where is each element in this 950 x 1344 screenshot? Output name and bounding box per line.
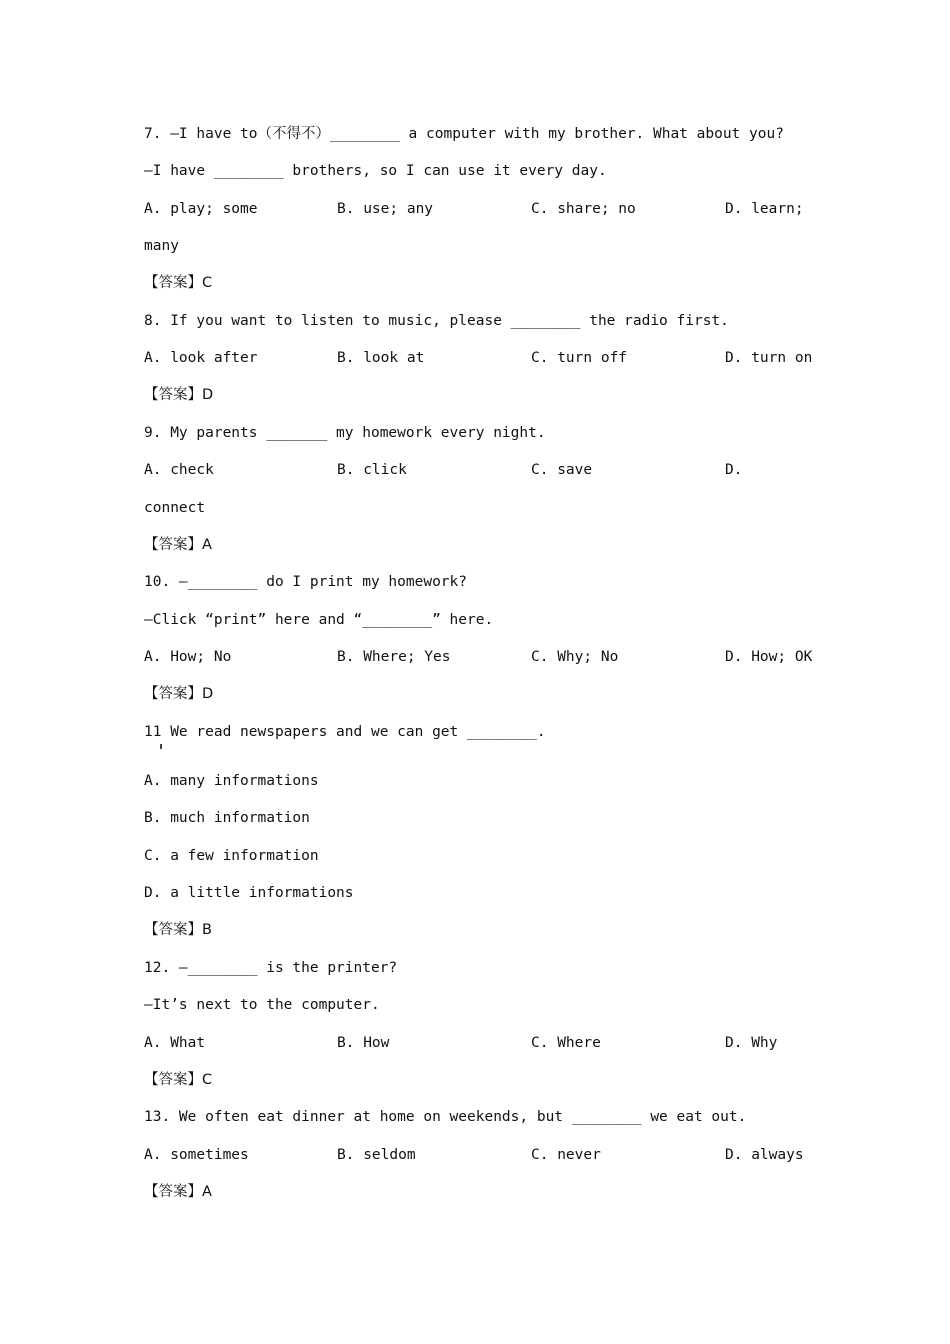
- question-10-option-c: C. Why; No: [531, 649, 619, 665]
- question-13-option-d: D. always: [725, 1147, 804, 1163]
- question-7-option-d: D. learn;: [725, 201, 804, 217]
- question-7-option-c: C. share; no: [531, 201, 636, 217]
- question-11-option-b: B. much information: [144, 810, 310, 826]
- question-8-option-b: B. look at: [337, 350, 425, 366]
- question-10-stem: 10. —________ do I print my homework?: [144, 574, 468, 590]
- question-9-option-b: B. click: [337, 462, 407, 478]
- question-12-option-d: D. Why: [725, 1035, 778, 1051]
- question-9-option-a: A. check: [144, 462, 214, 478]
- question-8-answer: 【答案】D: [144, 387, 214, 403]
- question-12-option-b: B. How: [337, 1035, 390, 1051]
- question-10-answer: 【答案】D: [144, 686, 214, 702]
- question-13-stem: 13. We often eat dinner at home on weekends, but ________ we eat out.: [144, 1109, 747, 1125]
- question-12-stem-reply: —It’s next to the computer.: [144, 997, 380, 1013]
- question-8-option-c: C. turn off: [531, 350, 628, 366]
- question-12-stem: 12. —________ is the printer?: [144, 960, 398, 976]
- question-11-option-d: D. a little informations: [144, 885, 354, 901]
- question-13-option-b: B. seldom: [337, 1147, 416, 1163]
- question-10-option-b: B. Where; Yes: [337, 649, 451, 665]
- question-8-option-d: D. turn on: [725, 350, 813, 366]
- question-11-answer: 【答案】B: [144, 922, 212, 938]
- question-9-option-d: D.: [725, 462, 743, 478]
- question-8-option-a: A. look after: [144, 350, 258, 366]
- question-13-answer: 【答案】A: [144, 1184, 212, 1200]
- question-12-option-a: A. What: [144, 1035, 206, 1051]
- question-8-stem: 8. If you want to listen to music, please ________ the radio first.: [144, 313, 729, 329]
- question-11-stem: 11 We read newspapers and we can get ________.: [144, 724, 546, 740]
- question-7-option-d-continued: many: [144, 238, 179, 254]
- question-11-option-c: C. a few information: [144, 848, 319, 864]
- question-7-option-a: A. play; some: [144, 201, 258, 217]
- question-7-option-b: B. use; any: [337, 201, 434, 217]
- question-7-answer: 【答案】C: [144, 275, 213, 291]
- question-9-stem: 9. My parents _______ my homework every night.: [144, 425, 546, 441]
- question-12-answer: 【答案】C: [144, 1072, 213, 1088]
- question-10-option-d: D. How; OK: [725, 649, 813, 665]
- question-11-option-a: A. many informations: [144, 773, 319, 789]
- question-10-option-a: A. How; No: [144, 649, 232, 665]
- question-9-option-c: C. save: [531, 462, 593, 478]
- question-13-option-c: C. never: [531, 1147, 601, 1163]
- question-9-answer: 【答案】A: [144, 537, 212, 553]
- stray-mark: [160, 744, 162, 749]
- question-9-option-d-continued: connect: [144, 500, 206, 516]
- question-13-option-a: A. sometimes: [144, 1147, 249, 1163]
- question-10-stem-reply: —Click “print” here and “________” here.: [144, 612, 494, 628]
- question-7-stem-reply: —I have ________ brothers, so I can use it every day.: [144, 163, 607, 179]
- question-7-stem: 7. —I have to（不得不）________ a computer with my brother. What about you?: [144, 126, 784, 142]
- question-12-option-c: C. Where: [531, 1035, 601, 1051]
